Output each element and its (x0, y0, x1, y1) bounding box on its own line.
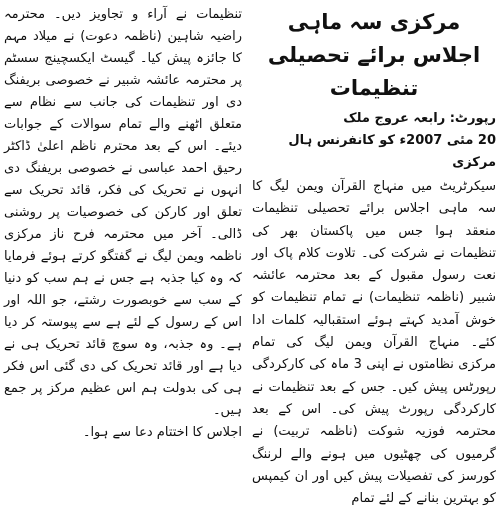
closing-line: اجلاس کا اختتام دعا سے ہوا۔ (82, 425, 242, 440)
article-column-right (250, 0, 500, 507)
byline: رپورٹ: رابعہ عروج ملک (343, 111, 496, 126)
article-column-left (0, 0, 244, 440)
headline: مرکزی سہ ماہی اجلاس برائے تحصیلی تنظیمات (267, 10, 481, 100)
body-paragraph-right: سیکرٹریٹ میں منہاج القرآن ویمن لیگ کا سہ ماہی اجلاس برائے تحصیلی تنظیمات منعقد ہوا جس میں پاکستان بھر کی تنظیمات نے شرکت کی۔ تلاوت کلام پاک اور نعت رسول مقبول کے بعد محترمہ عائشہ شبیر (ناظمہ تنظیمات) نے تمام تنظیمات کو خوش آمدید کہتے ہوئے استقبالیہ کلمات ادا کئے۔ منہاج القرآن ویمن لیگ کی تمام مرکزی نظامتوں نے اپنی 3 ماہ کی کارکردگی رپورٹس پیش کیں۔ جس کے بعد تنظیمات نے کارکردگی رپورٹ پیش کی۔ اس کے بعد محترمہ فوزیہ شوکت (ناظمہ تربیت) نے گرمیوں کی چھٹیوں میں ہونے والے لرننگ کورسز کی تفصیلات پیش کیں اور ان کیمپس کو بہترین بنانے کے لئے تمام (252, 179, 496, 507)
body-paragraph-left: تنظیمات نے آراء و تجاویز دیں۔ محترمہ راضیہ شاہین (ناظمہ دعوت) نے میلاد مہم کا جائزہ پیش کیا۔ گیسٹ ایکسچینج سسٹم پر محترمہ عائشہ شبیر نے خصوصی بریفنگ دی اور تنظیمات کی جانب سے نظام سے متعلق اٹھنے والے تمام سوالات کے جوابات دیئے۔ اس کے بعد محترم ناظم اعلیٰ ڈاکٹر رحیق احمد عباسی نے خصوصی بریفنگ دی انہوں نے تحریک کی فکر، قائد تحریک سے تعلق اور کارکن کی خصوصیات پر روشنی ڈالی۔ آخر میں محترمہ فرح ناز مرکزی ناظمہ ویمن لیگ نے گفتگو کرتے ہوئے فرمایا کہ وہ کیا جذبہ ہے جس نے ہم سب کو دنیا کے سب سے خوبصورت رشتے، جو اللہ اور اس کے رسول کے لئے ہے سے پیوستہ کر دیا ہے۔ وہ جذبہ، وہ سوچ قائد تحریک ہی نے دیا ہے اور قائد تحریک کی دی گئی اس فکر ہی کی بدولت ہم اس عظیم مرکز پر جمع ہیں۔ (4, 7, 242, 418)
dateline: 20 مئی 2007ء کو کانفرنس ہال مرکزی (288, 133, 496, 170)
